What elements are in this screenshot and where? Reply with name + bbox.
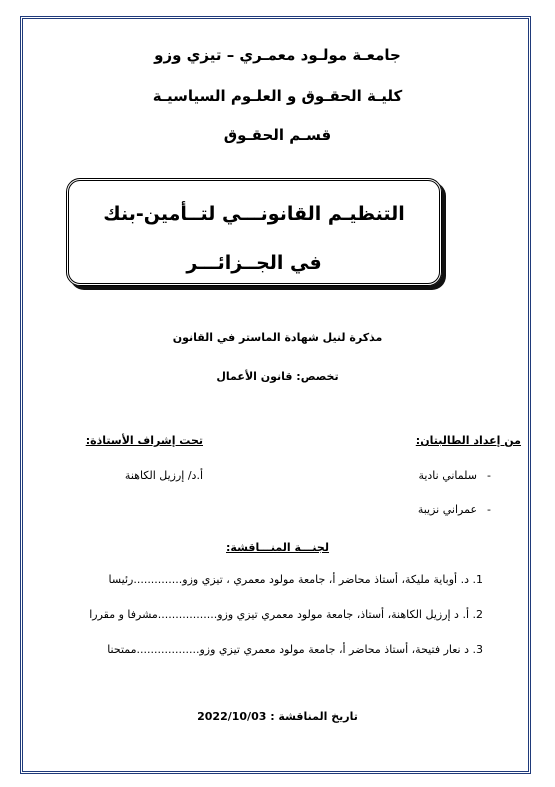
university-name: جامعـة مولـود معمـري – تيزي وزو [154, 46, 401, 64]
bullet: - [487, 469, 491, 482]
thesis-title-line2: في الجــزائـــر [186, 252, 322, 274]
committee-member: 1. د. أوباية مليكة، أستاذ محاضر أ، جامعة مولود معمري ، تيزي وزو..............رئيسا [108, 573, 483, 586]
committee-member: 2. أ. د إرزيل الكاهنة، أستاذ، جامعة مولود معمري تيزي وزو.................مشرفا و مقررا [89, 608, 483, 621]
committee-member: 3. د نعار فتيحة، أستاذ محاضر أ، جامعة مولود معمري تيزي وزو..................ممتحنا [107, 643, 483, 656]
supervisor-label: تحت إشراف الأستاذة: [85, 434, 203, 447]
degree-line: مذكرة لنيل شهادة الماستر في القانون [172, 331, 383, 344]
department-name: قسـم الحقـوق [223, 126, 332, 144]
student-item [418, 503, 491, 516]
student-item [418, 469, 491, 482]
thesis-title-line1: التنظيـم القانونـــي لتــأمين-بنك [103, 203, 405, 225]
defense-date: تاريخ المناقشة : 2022/10/03 [197, 710, 358, 723]
supervisor-name: أ.د/ إرزيل الكاهنة [124, 469, 203, 482]
committee-label: لجنـــة المنـــاقشة: [226, 541, 329, 554]
faculty-name: كليـة الحقـوق و العلـوم السياسيـة [152, 87, 403, 105]
bullet: - [487, 503, 491, 516]
students-label: من إعداد الطالبتان: [415, 434, 521, 447]
student-name: عمراني نزيبة [417, 503, 478, 516]
student-name: سلماني نادية [418, 469, 478, 482]
specialty-line: تخصص: قانون الأعمال [216, 370, 339, 383]
